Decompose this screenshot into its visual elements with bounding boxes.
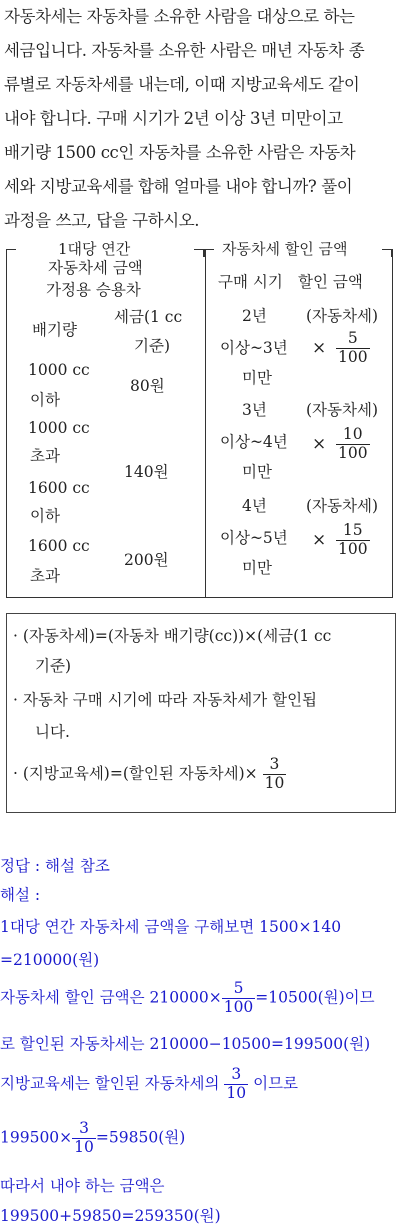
period-row2-line1: 3년 [242,401,267,419]
note-2-line2: 니다. [35,723,70,741]
disp-row1-line2: 이하 [30,391,60,409]
discount-caption: 자동차세 할인 금액 [218,240,351,258]
problem-text [4,0,396,238]
disp-row2-line3: 1600 cc [28,479,90,497]
period-row2-line3: 미만 [242,463,272,481]
col-discount: 할인 금액 [298,273,363,291]
fraction-numerator: 3 [72,1120,96,1139]
period-row3-line2: 이상~5년 [220,529,288,547]
discount-row1-times: × [312,338,327,358]
discount-row2-fraction [336,426,370,463]
fraction-numerator: 10 [336,426,370,445]
tax-header-line2: 가정용 승용차 [46,281,141,299]
tax-row1: 80원 [130,377,165,395]
table-corner [382,249,392,250]
solution-line: 따라서 내야 하는 금액은 [0,1177,165,1195]
answer-label: 정답 : 해설 참조 [0,857,110,875]
solution-line [0,980,375,1017]
fraction-denominator: 100 [338,443,368,462]
discount-row1-label: (자동차세) [306,307,378,325]
period-row3-line3: 미만 [242,559,272,577]
discount-row2-times: × [312,434,327,454]
solution-text: 이므로 [253,1074,299,1093]
discount-row3-label: (자동차세) [306,497,378,515]
solution-line: 로 할인된 자동차세는 210000−10500=199500(원) [0,1035,371,1053]
fraction-numerator: 3 [263,756,287,775]
solution-text: 199500× [0,1128,73,1147]
fraction-numerator: 15 [336,522,370,541]
conditions-box [6,613,396,813]
table-corner [6,249,16,250]
discount-row3-fraction [336,522,370,559]
period-row3-line1: 4년 [242,497,267,515]
tax-row3: 200원 [124,551,169,569]
disp-row1-line1: 1000 cc [28,361,90,379]
tax-tables [6,240,396,598]
fraction-denominator: 100 [223,997,254,1016]
table-corner [204,249,214,250]
fraction-numerator: 5 [336,330,370,349]
col-tax-line2: 기준) [134,337,170,355]
problem-line: 세와 지방교육세를 합해 얼마를 내야 합니까? 풀이 [4,177,353,196]
solution-line: 1대당 연간 자동차세 금액을 구해보면 1500×140 [0,918,342,936]
col-tax-line1: 세금(1 cc [114,308,183,326]
disp-row2-line2: 초과 [30,447,60,465]
period-row1-line3: 미만 [242,369,272,387]
bullet: · [13,691,18,709]
period-row1-line1: 2년 [242,307,267,325]
solution-line [0,1066,298,1103]
note-3-fraction [263,756,287,793]
discount-row2-label: (자동차세) [306,401,378,419]
col-period: 구매 시기 [218,273,283,291]
note-3 [13,756,286,793]
problem-line: 과정을 쓰고, 답을 구하시오. [4,211,200,230]
fraction-numerator: 5 [222,980,256,999]
bullet: · [13,764,18,783]
note-3-text: (지방교육세)=(할인된 자동차세)× [22,764,258,783]
solution-text: =10500(원)이므 [255,988,375,1007]
solution-line: =210000(원) [0,951,100,969]
tax-row2: 140원 [124,463,169,481]
solution-line [0,1120,185,1157]
solution-label: 해설 : [0,886,41,904]
fraction-numerator: 3 [224,1066,248,1085]
solution-fraction [222,980,256,1017]
disp-row3-line1: 1600 cc [28,537,90,555]
solution-fraction [224,1066,248,1103]
fraction-denominator: 100 [338,347,368,366]
note-1 [13,626,331,646]
problem-line: 내야 합니다. 구매 시기가 2년 이상 3년 미만이고 [4,109,343,128]
fraction-denominator: 10 [74,1137,94,1156]
solution-text: =59850(원) [95,1128,186,1147]
note-2 [13,690,317,710]
discount-row3-times: × [312,530,327,550]
solution-line: 199500+59850=259350(원) [0,1207,221,1225]
disp-row2-line1: 1000 cc [28,419,90,437]
annual-tax-caption: 1대당 연간 [54,240,134,258]
problem-line: 세금입니다. 자동차를 소유한 사람은 매년 자동차 종 [4,41,365,60]
period-row2-line2: 이상~4년 [220,433,288,451]
table-corner [194,249,204,250]
problem-line: 류별로 자동차세를 내는데, 이때 지방교육세도 같이 [4,75,360,94]
solution-text: 자동차세 할인 금액은 210000× [0,988,222,1007]
solution-text: 지방교육세는 할인된 자동차세의 [0,1074,220,1093]
period-row1-line2: 이상~3년 [220,339,288,357]
tax-header-line1: 자동차세 금액 [48,259,143,277]
disp-row2-line4: 이하 [30,507,60,525]
note-2-line1: 자동차 구매 시기에 따라 자동차세가 할인됩 [22,691,318,709]
discount-row1-fraction [336,330,370,367]
solution-fraction [72,1120,96,1157]
note-1-line1: (자동차세)=(자동차 배기량(cc))×(세금(1 cc [22,627,332,645]
fraction-denominator: 100 [338,539,368,558]
note-1-line2: 기준) [35,657,71,675]
disp-row3-line2: 초과 [30,567,60,585]
problem-line: 자동차세는 자동차를 소유한 사람을 대상으로 하는 [4,7,355,26]
problem-line: 배기량 1500 cc인 자동차를 소유한 사람은 자동차 [4,143,356,162]
bullet: · [13,627,18,645]
fraction-denominator: 10 [226,1083,247,1102]
col-displacement: 배기량 [32,321,77,339]
fraction-denominator: 10 [264,773,285,792]
